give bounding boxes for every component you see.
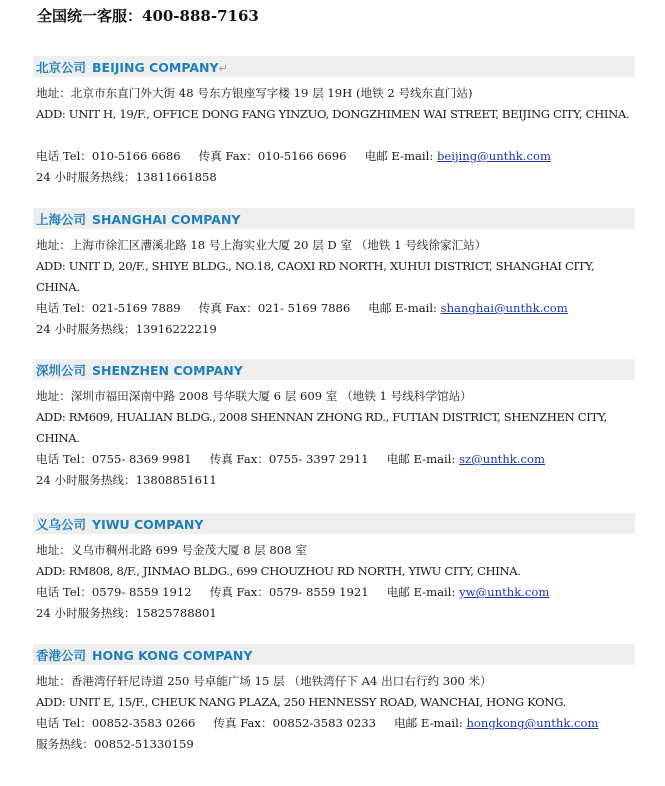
service-hotline xyxy=(36,734,636,755)
hotline-label: 服务热线： xyxy=(36,737,94,751)
office-name-en: BEIJING COMPANY xyxy=(92,60,219,75)
paragraph-mark: ↵ xyxy=(218,62,228,75)
customer-service-hotline: 全国统一客服：400-888-7163 xyxy=(37,7,259,25)
address-en: ADD: UNIT H, 19/F., OFFICE DONG FANG YINZUO, DONGZHIMEN WAI STREET, BEIJING CITY, CHINA. xyxy=(36,107,630,121)
fax-number: 0755- 3397 2911 xyxy=(268,452,369,466)
address-en: ADD: UNIT E, 15/F., CHEUK NANG PLAZA, 250 HENNESSY ROAD, WANCHAI, HONG KONG. xyxy=(36,695,566,709)
tel-number: 010-5166 6686 xyxy=(91,149,181,163)
contact-line xyxy=(36,713,636,734)
email-link[interactable]: beijing@unthk.com xyxy=(436,149,551,163)
address-cn: 地址：上海市徐汇区漕溪北路 18 号上海实业大厦 20 层 D 室 （地铁 1 号线徐家汇站） xyxy=(36,238,487,252)
office-heading xyxy=(33,56,635,77)
hotline-label: 24 小时服务热线： xyxy=(36,473,136,487)
service-hotline xyxy=(36,603,636,624)
office-name-en: HONG KONG COMPANY xyxy=(92,648,253,663)
tel-label: 电话 Tel： xyxy=(36,149,92,163)
tel-number: 0755- 8369 9981 xyxy=(91,452,192,466)
tel-label: 电话 Tel： xyxy=(36,716,92,730)
email-label: 电邮 E-mail: xyxy=(394,716,463,730)
office-heading xyxy=(33,644,635,665)
address-cn: 地址：深圳市福田深南中路 2008 号华联大厦 6 层 609 室 （地铁 1 号线科学馆站） xyxy=(36,389,472,403)
address-cn: 地址：义乌市稠州北路 699 号金茂大厦 8 层 808 室 xyxy=(36,543,307,557)
fax-number: 021- 5169 7886 xyxy=(257,301,351,315)
office-name-en: YIWU COMPANY xyxy=(92,517,204,532)
fax-label: 传真 Fax： xyxy=(209,585,269,599)
address-en: ADD: RM808, 8/F., JINMAO BLDG., 699 CHOUZHOU RD NORTH, YIWU CITY, CHINA. xyxy=(36,564,521,578)
tel-label: 电话 Tel： xyxy=(36,585,92,599)
email-label: 电邮 E-mail: xyxy=(364,149,434,163)
hotline-number: 13811661858 xyxy=(135,170,217,184)
fax-label: 传真 Fax： xyxy=(198,301,258,315)
fax-label: 传真 Fax： xyxy=(209,452,269,466)
fax-label: 传真 Fax： xyxy=(198,149,258,163)
email-link[interactable]: shanghai@unthk.com xyxy=(440,301,568,315)
office-heading xyxy=(33,359,635,380)
tel-number: 00852-3583 0266 xyxy=(91,716,196,730)
email-link[interactable]: hongkong@unthk.com xyxy=(466,716,599,730)
email-link[interactable]: yw@unthk.com xyxy=(459,585,550,599)
contact-line xyxy=(36,449,636,470)
hotline-label: 24 小时服务热线： xyxy=(36,170,136,184)
office-name-en: SHANGHAI COMPANY xyxy=(92,212,241,227)
office-heading xyxy=(33,513,635,534)
tel-label: 电话 Tel： xyxy=(36,452,92,466)
hotline-number: 15825788801 xyxy=(135,606,217,620)
fax-label: 传真 Fax： xyxy=(213,716,273,730)
hotline-label: 24 小时服务热线： xyxy=(36,606,136,620)
service-hotline xyxy=(36,167,636,188)
hotline-number: 00852-51330159 xyxy=(93,737,194,751)
address-cn: 地址：北京市东直门外大街 48 号东方银座写字楼 19 层 19H (地铁 2 号线东直门站) xyxy=(36,86,473,100)
office-name-en: SHENZHEN COMPANY xyxy=(92,363,243,378)
address-en: ADD: RM609, HUALIAN BLDG., 2008 SHENNAN ZHONG RD., FUTIAN DISTRICT, SHENZHEN CITY, CHINA. xyxy=(36,410,607,445)
office-name-cn: 深圳公司 xyxy=(36,363,87,378)
contact-line xyxy=(36,582,636,603)
email-link[interactable]: sz@unthk.com xyxy=(459,452,545,466)
fax-number: 010-5166 6696 xyxy=(257,149,347,163)
hotline-label: 24 小时服务热线： xyxy=(36,322,136,336)
hotline-number: 13916222219 xyxy=(135,322,217,336)
email-label: 电邮 E-mail: xyxy=(386,452,456,466)
contact-line xyxy=(36,298,636,319)
address-en: ADD: UNIT D, 20/F., SHIYE BLDG., NO.18, CAOXI RD NORTH, XUHUI DISTRICT, SHANGHAI CITY, CHINA. xyxy=(36,259,595,294)
fax-number: 00852-3583 0233 xyxy=(272,716,377,730)
office-name-cn: 香港公司 xyxy=(36,648,87,663)
office-heading xyxy=(33,208,635,229)
tel-label: 电话 Tel： xyxy=(36,301,92,315)
office-name-cn: 北京公司 xyxy=(36,60,87,75)
email-label: 电邮 E-mail: xyxy=(386,585,456,599)
service-hotline xyxy=(36,470,636,491)
hotline-number: 13808851611 xyxy=(135,473,217,487)
tel-number: 0579- 8559 1912 xyxy=(91,585,192,599)
fax-number: 0579- 8559 1921 xyxy=(268,585,369,599)
tel-number: 021-5169 7889 xyxy=(91,301,181,315)
service-hotline xyxy=(36,319,636,340)
office-name-cn: 上海公司 xyxy=(36,212,87,227)
contact-line xyxy=(36,146,636,167)
address-cn: 地址：香港湾仔轩尼诗道 250 号卓能广场 15 层 （地铁湾仔下 A4 出口右行约 300 米） xyxy=(36,674,492,688)
office-name-cn: 义乌公司 xyxy=(36,517,87,532)
email-label: 电邮 E-mail: xyxy=(368,301,437,315)
